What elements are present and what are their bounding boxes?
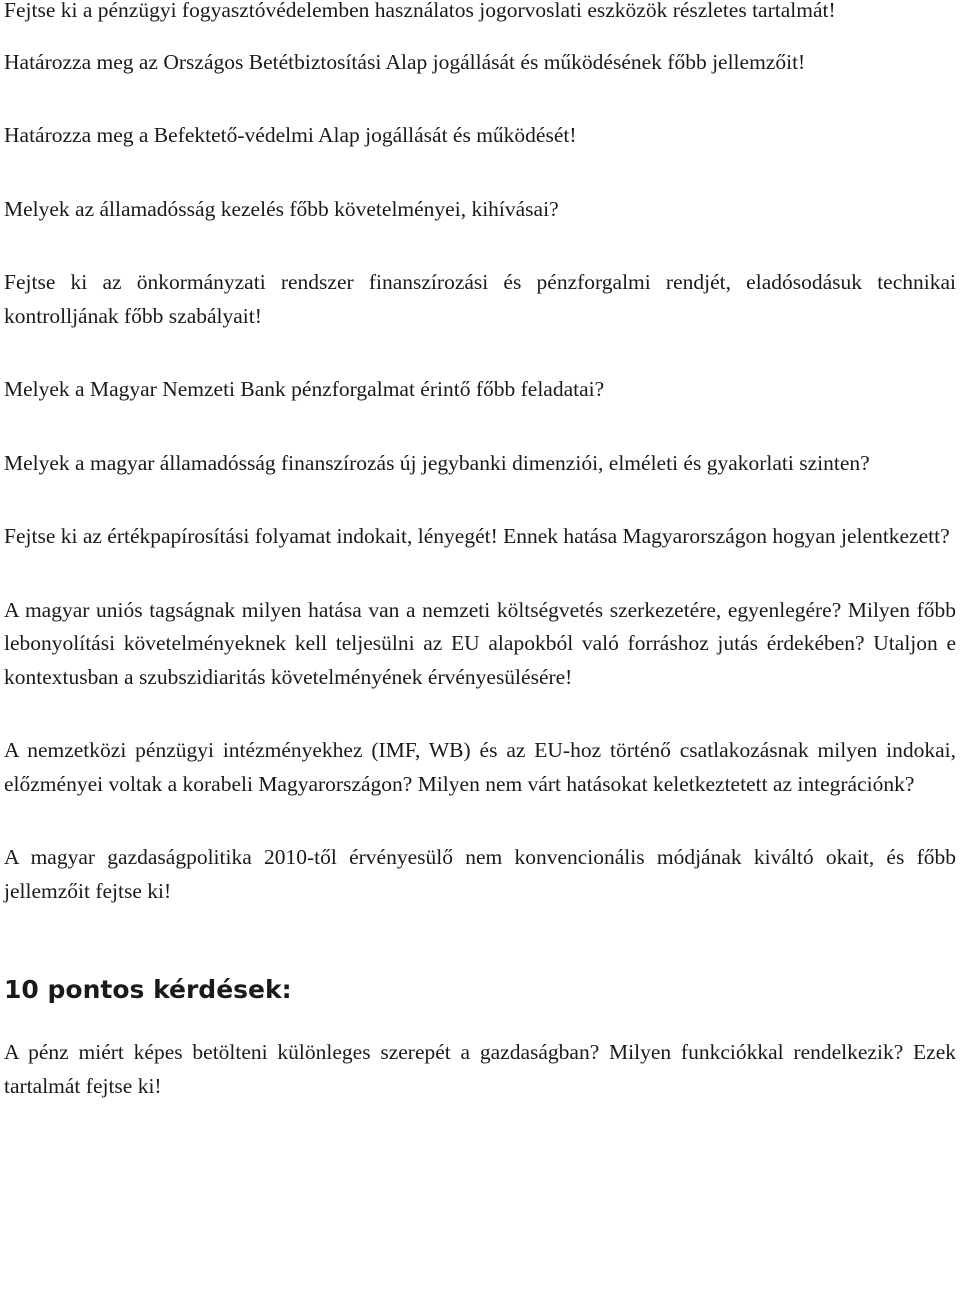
document-page [4,0,956,1103]
question-1: Fejtse ki a pénzügyi fogyasztóvédelemben használatos jogorvoslati eszközök részletes tartalmát! [4,0,836,22]
question-11: A magyar gazdaságpolitika 2010-től érvényesülő nem konvencionális módjának kiváltó okait, és főbb jellemzőit fejtse ki! [4,845,956,903]
question-2: Határozza meg az Országos Betétbiztosítási Alap jogállását és működésének főbb jellemzőit! [4,49,806,74]
question-8: Fejtse ki az értékpapírosítási folyamat indokait, lényegét! Ennek hatása Magyarországon hogyan jelentkezett? [4,524,950,548]
question-5: Fejtse ki az önkormányzati rendszer finanszírozási és pénzforgalmi rendjét, eladósodásuk technikai kontrolljának főbb szabályait! [4,270,956,328]
question-6: Melyek a Magyar Nemzeti Bank pénzforgalmat érintő főbb feladatai? [4,377,605,401]
question-12: A pénz miért képes betölteni különleges szerepét a gazdaságban? Milyen funkciókkal rendelkezik? Ezek tartalmát fejtse ki! [4,1040,956,1098]
question-3: Határozza meg a Befektető-védelmi Alap jogállását és működését! [4,123,577,147]
question-4: Melyek az államadósság kezelés főbb követelményei, kihívásai? [4,196,559,221]
question-7: Melyek a magyar államadósság finanszírozás új jegybanki dimenziói, elméleti és gyakorlati szinten? [4,450,870,475]
question-10: A nemzetközi pénzügyi intézményekhez (IMF, WB) és az EU-hoz történő csatlakozásnak milyen indokai, előzményei voltak a korabeli Magyarországon? Milyen nem várt hatásokat keletkeztetett az integrációnk? [4,738,956,796]
section-heading: 10 pontos kérdések: [4,975,292,1004]
question-9: A magyar uniós tagságnak milyen hatása van a nemzeti költségvetés szerkezetére, egyenlegére? Milyen főbb lebonyolítási követelményeknek kell teljesülni az EU alapokból való forráshoz jutás érdekében? Utaljon e kontextusban a szubszidiaritás követelményének érvényesülésére! [4,597,956,689]
